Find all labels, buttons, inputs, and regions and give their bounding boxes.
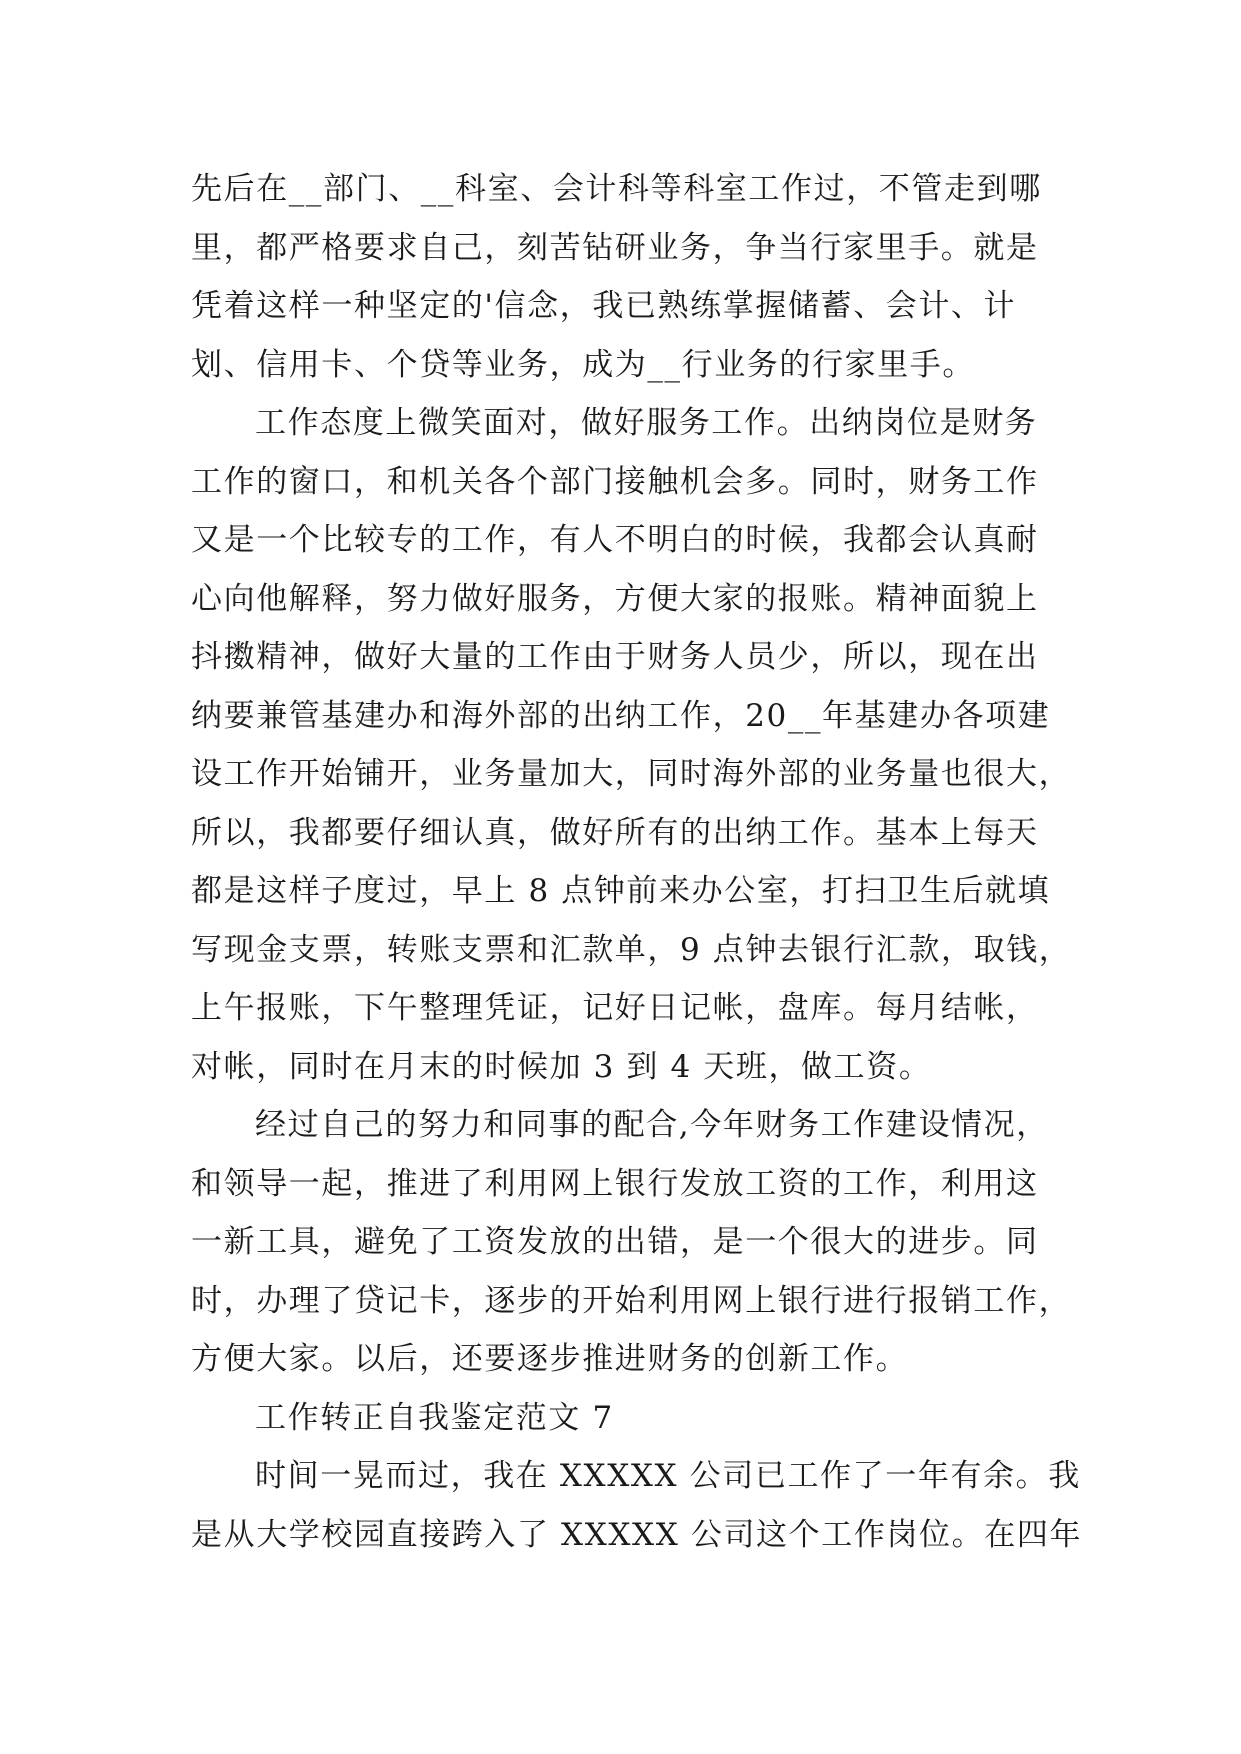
paragraph — [191, 160, 1071, 394]
text-line: 工作转正自我鉴定范文 7 — [255, 1399, 614, 1436]
paragraph — [191, 1447, 1083, 1564]
text-line: 所以，我都要仔细认真，做好所有的出纳工作。基本上每天 — [191, 814, 1039, 851]
text-line: 和领导一起，推进了利用网上银行发放工资的工作，利用这 — [191, 1165, 1039, 1202]
text-line: 上午报账，下午整理凭证，记好日记帐，盘库。每月结帐， — [191, 990, 1039, 1026]
document-body — [191, 160, 1083, 1564]
text-line: 对帐，同时在月末的时候加 3 到 4 天班，做工资。 — [191, 1048, 932, 1085]
text-line: 时，办理了贷记卡，逐步的开始利用网上银行进行报销工作， — [191, 1282, 1072, 1319]
text-line: 一新工具，避免了工资发放的出错，是一个很大的进步。同 — [191, 1224, 1039, 1260]
text-line: 工作态度上微笑面对，做好服务工作。出纳岗位是财务 — [255, 405, 1038, 441]
paragraph — [191, 394, 1071, 1096]
text-line: 抖擞精神，做好大量的工作由于财务人员少，所以，现在出 — [191, 639, 1039, 675]
text-line: 方便大家。以后，还要逐步推进财务的创新工作。 — [191, 1341, 909, 1377]
text-line: 设工作开始铺开，业务量加大，同时海外部的业务量也很大， — [191, 756, 1072, 792]
paragraph — [191, 1389, 1071, 1448]
text-line: 时间一晃而过，我在 XXXXX 公司已工作了一年有余。我 — [255, 1458, 1081, 1494]
text-line: 经过自己的努力和同事的配合,今年财务工作建设情况， — [255, 1107, 1049, 1143]
text-line: 里，都严格要求自己，刻苦钻研业务，争当行家里手。就是 — [191, 229, 1039, 266]
text-line: 又是一个比较专的工作，有人不明白的时候，我都会认真耐 — [191, 522, 1039, 558]
text-line: 先后在__部门、__科室、会计科等科室工作过，不管走到哪 — [191, 171, 1042, 207]
text-line: 工作的窗口，和机关各个部门接触机会多。同时，财务工作 — [191, 463, 1039, 500]
text-line: 是从大学校园直接跨入了 XXXXX 公司这个工作岗位。在四年 — [191, 1516, 1083, 1553]
text-line: 心向他解释，努力做好服务，方便大家的报账。精神面貌上 — [191, 580, 1039, 617]
text-line: 写现金支票，转账支票和汇款单，9 点钟去银行汇款，取钱， — [191, 931, 1072, 968]
text-line: 凭着这样一种坚定的'信念，我已熟练掌握储蓄、会计、计 — [191, 288, 1017, 324]
text-line: 划、信用卡、个贷等业务，成为__行业务的行家里手。 — [191, 346, 975, 383]
text-line: 纳要兼管基建办和海外部的出纳工作，20__年基建办各项建 — [191, 697, 1051, 734]
text-line: 都是这样子度过，早上 8 点钟前来办公室，打扫卫生后就填 — [191, 873, 1051, 909]
paragraph — [191, 1096, 1071, 1389]
